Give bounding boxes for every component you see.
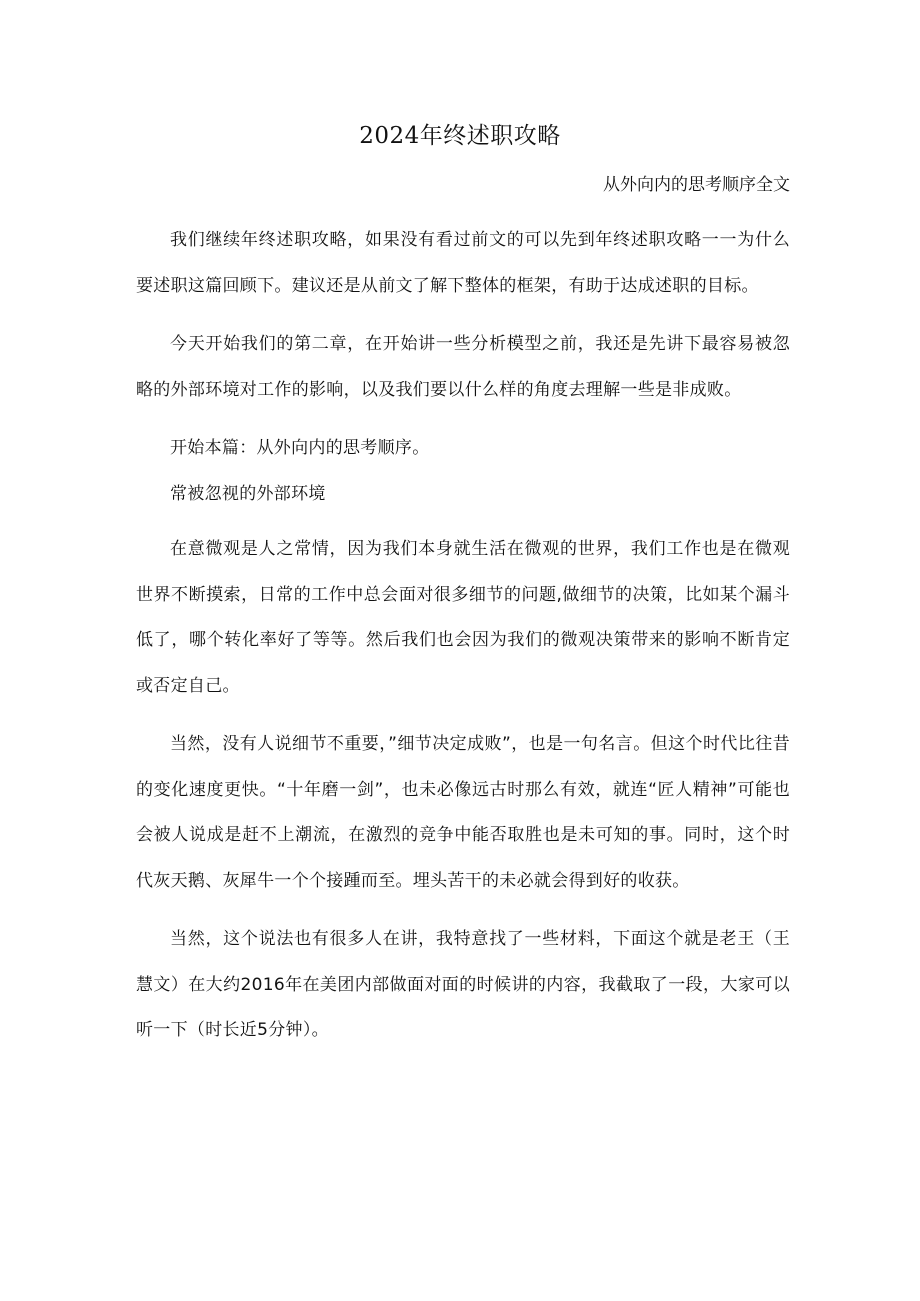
paragraph-details: 当然，没有人说细节不重要，”细节决定成败”，也是一句名言。但这个时代比往昔的变化速度更快。“十年磨一剑”，也未必像远古时那么有效，就连“匠人精神”可能也会被人说成是赶不上潮流，在激烈的竞争中能否取胜也是未可知的事。同时，这个时代灰天鹅、灰犀牛一个个接踵而至。埋头苦干的未必就会得到好的收获。 [136, 734, 790, 891]
paragraph-start: 开始本篇：从外向内的思考顺序。 [170, 438, 430, 458]
document-title: 2024年终述职攻略 [359, 123, 561, 149]
document-body [136, 218, 790, 1067]
document-subtitle: 从外向内的思考顺序全文 [603, 175, 790, 195]
paragraph-material: 当然，这个说法也有很多人在讲，我特意找了一些材料，下面这个就是老王（王慧文）在大约2016年在美团内部做面对面的时候讲的内容，我截取了一段，大家可以听一下（时长近5分钟）。 [136, 929, 790, 1040]
paragraph-intro: 我们继续年终述职攻略，如果没有看过前文的可以先到年终述职攻略一一为什么要述职这篇回顾下。建议还是从前文了解下整体的框架，有助于达成述职的目标。 [136, 230, 790, 296]
paragraph-micro-view: 在意微观是人之常情，因为我们本身就生活在微观的世界，我们工作也是在微观世界不断摸索，日常的工作中总会面对很多细节的问题,做细节的决策，比如某个漏斗低了，哪个转化率好了等等。然后我们也会因为我们的微观决策带来的影响不断肯定或否定自己。 [136, 539, 790, 696]
paragraph-chapter-two: 今天开始我们的第二章，在开始讲一些分析模型之前，我还是先讲下最容易被忽略的外部环境对工作的影响，以及我们要以什么样的角度去理解一些是非成败。 [136, 334, 790, 400]
section-heading-external-environment: 常被忽视的外部环境 [170, 483, 326, 504]
